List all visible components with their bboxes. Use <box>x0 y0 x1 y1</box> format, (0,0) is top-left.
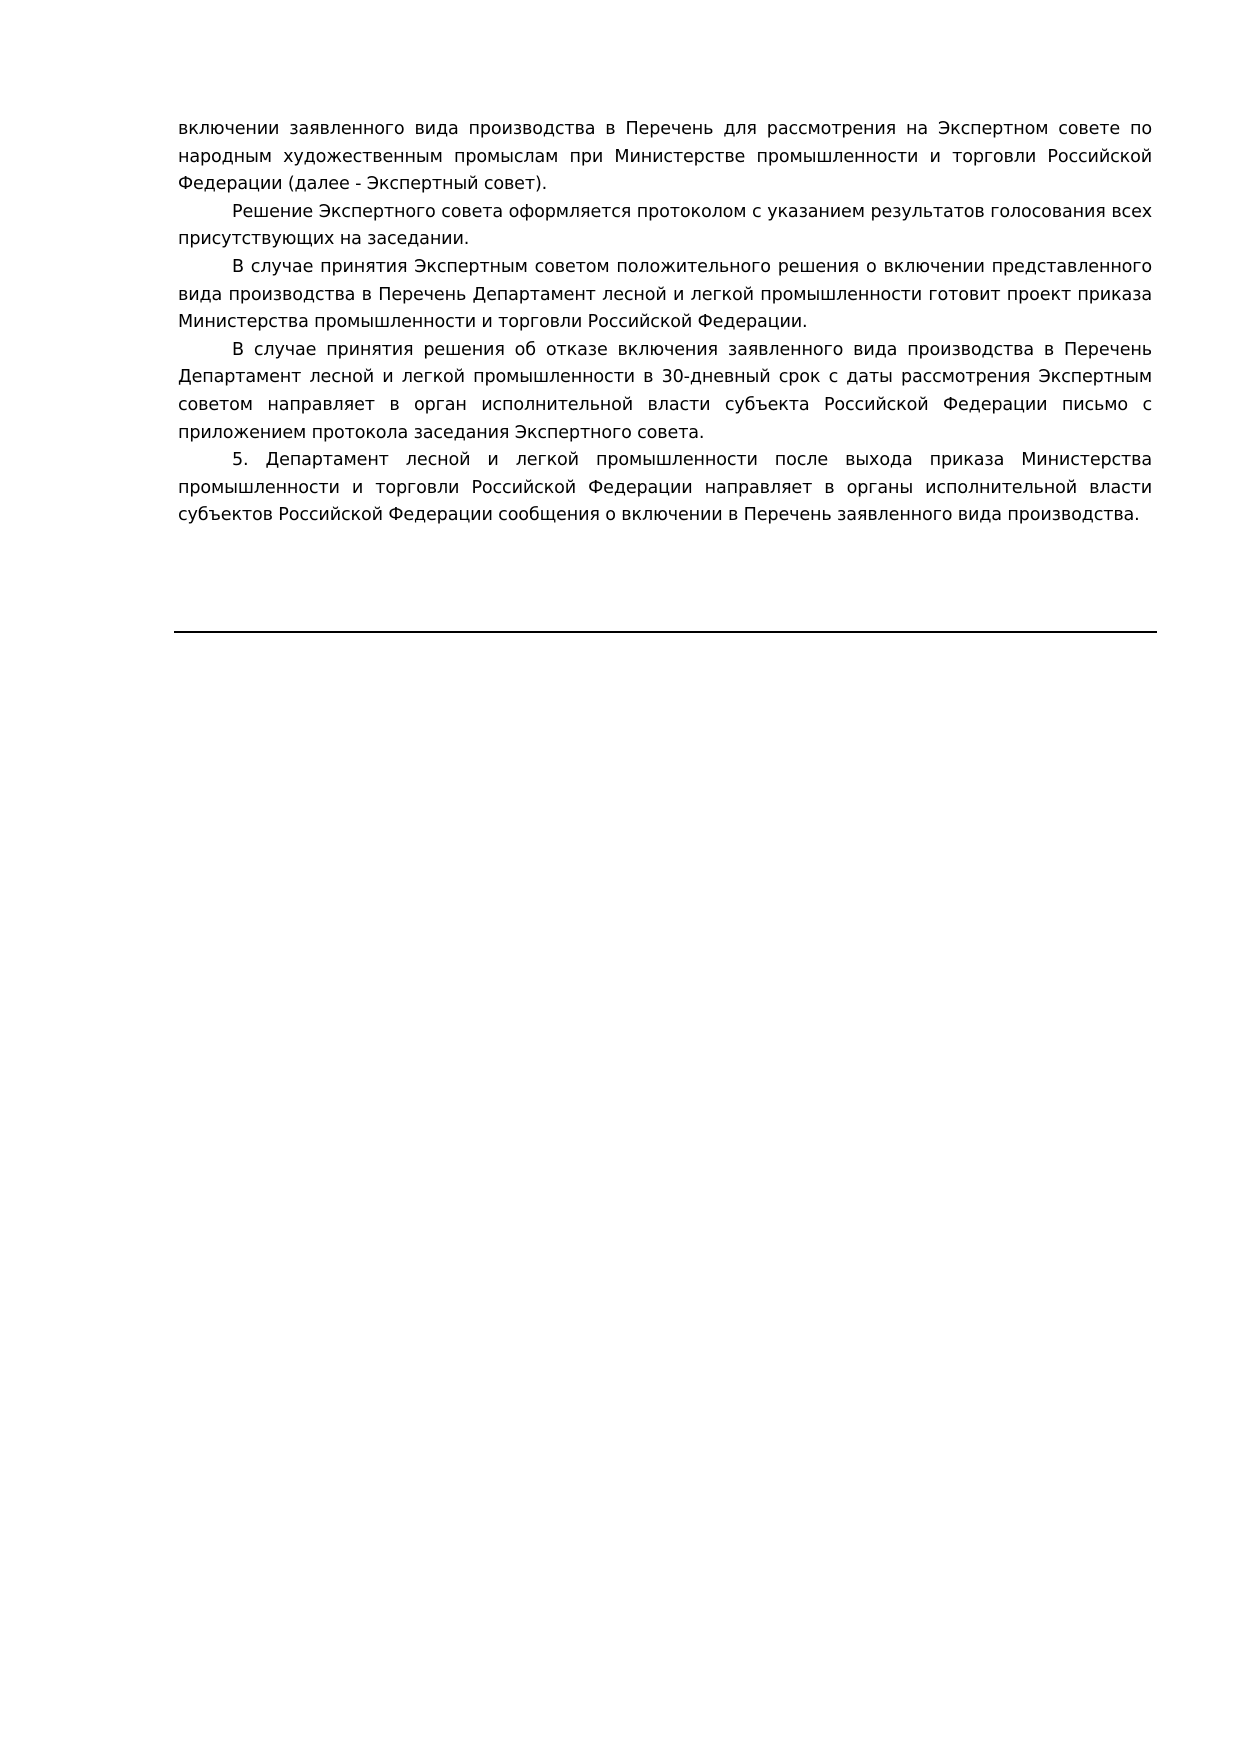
paragraph-positive-decision: В случае принятия Экспертным советом положительного решения о включении представленного вида производства в Перечень Департамент лесной и легкой промышленности готовит проект приказа Министерства промышленности и торговли Российской Федерации. <box>178 256 1152 333</box>
paragraph-refusal-decision: В случае принятия решения об отказе включения заявленного вида производства в Перечень Департамент лесной и легкой промышленности в 30-дневный срок с даты рассмотрения Экспертным советом направляет в орган исполнительной власти субъекта Российской Федерации письмо с приложением протокола заседания Экспертного совета. <box>178 339 1152 443</box>
document-body <box>178 116 1152 530</box>
paragraph-expert-council-review: включении заявленного вида производства в Перечень для рассмотрения на Экспертном совете по народным художественным промыслам при Министерстве промышленности и торговли Российской Федерации (далее - Экспертный совет). <box>178 119 1152 195</box>
paragraph-protocol-decision: Решение Экспертного совета оформляется протоколом с указанием результатов голосования всех присутствующих на заседании. <box>178 201 1152 250</box>
end-of-document-divider <box>174 631 1157 633</box>
paragraph-item-5-notification: 5. Департамент лесной и легкой промышленности после выхода приказа Министерства промышленности и торговли Российской Федерации направляет в органы исполнительной власти субъектов Российской Федерации сообщения о включении в Перечень заявленного вида производства. <box>178 450 1152 526</box>
